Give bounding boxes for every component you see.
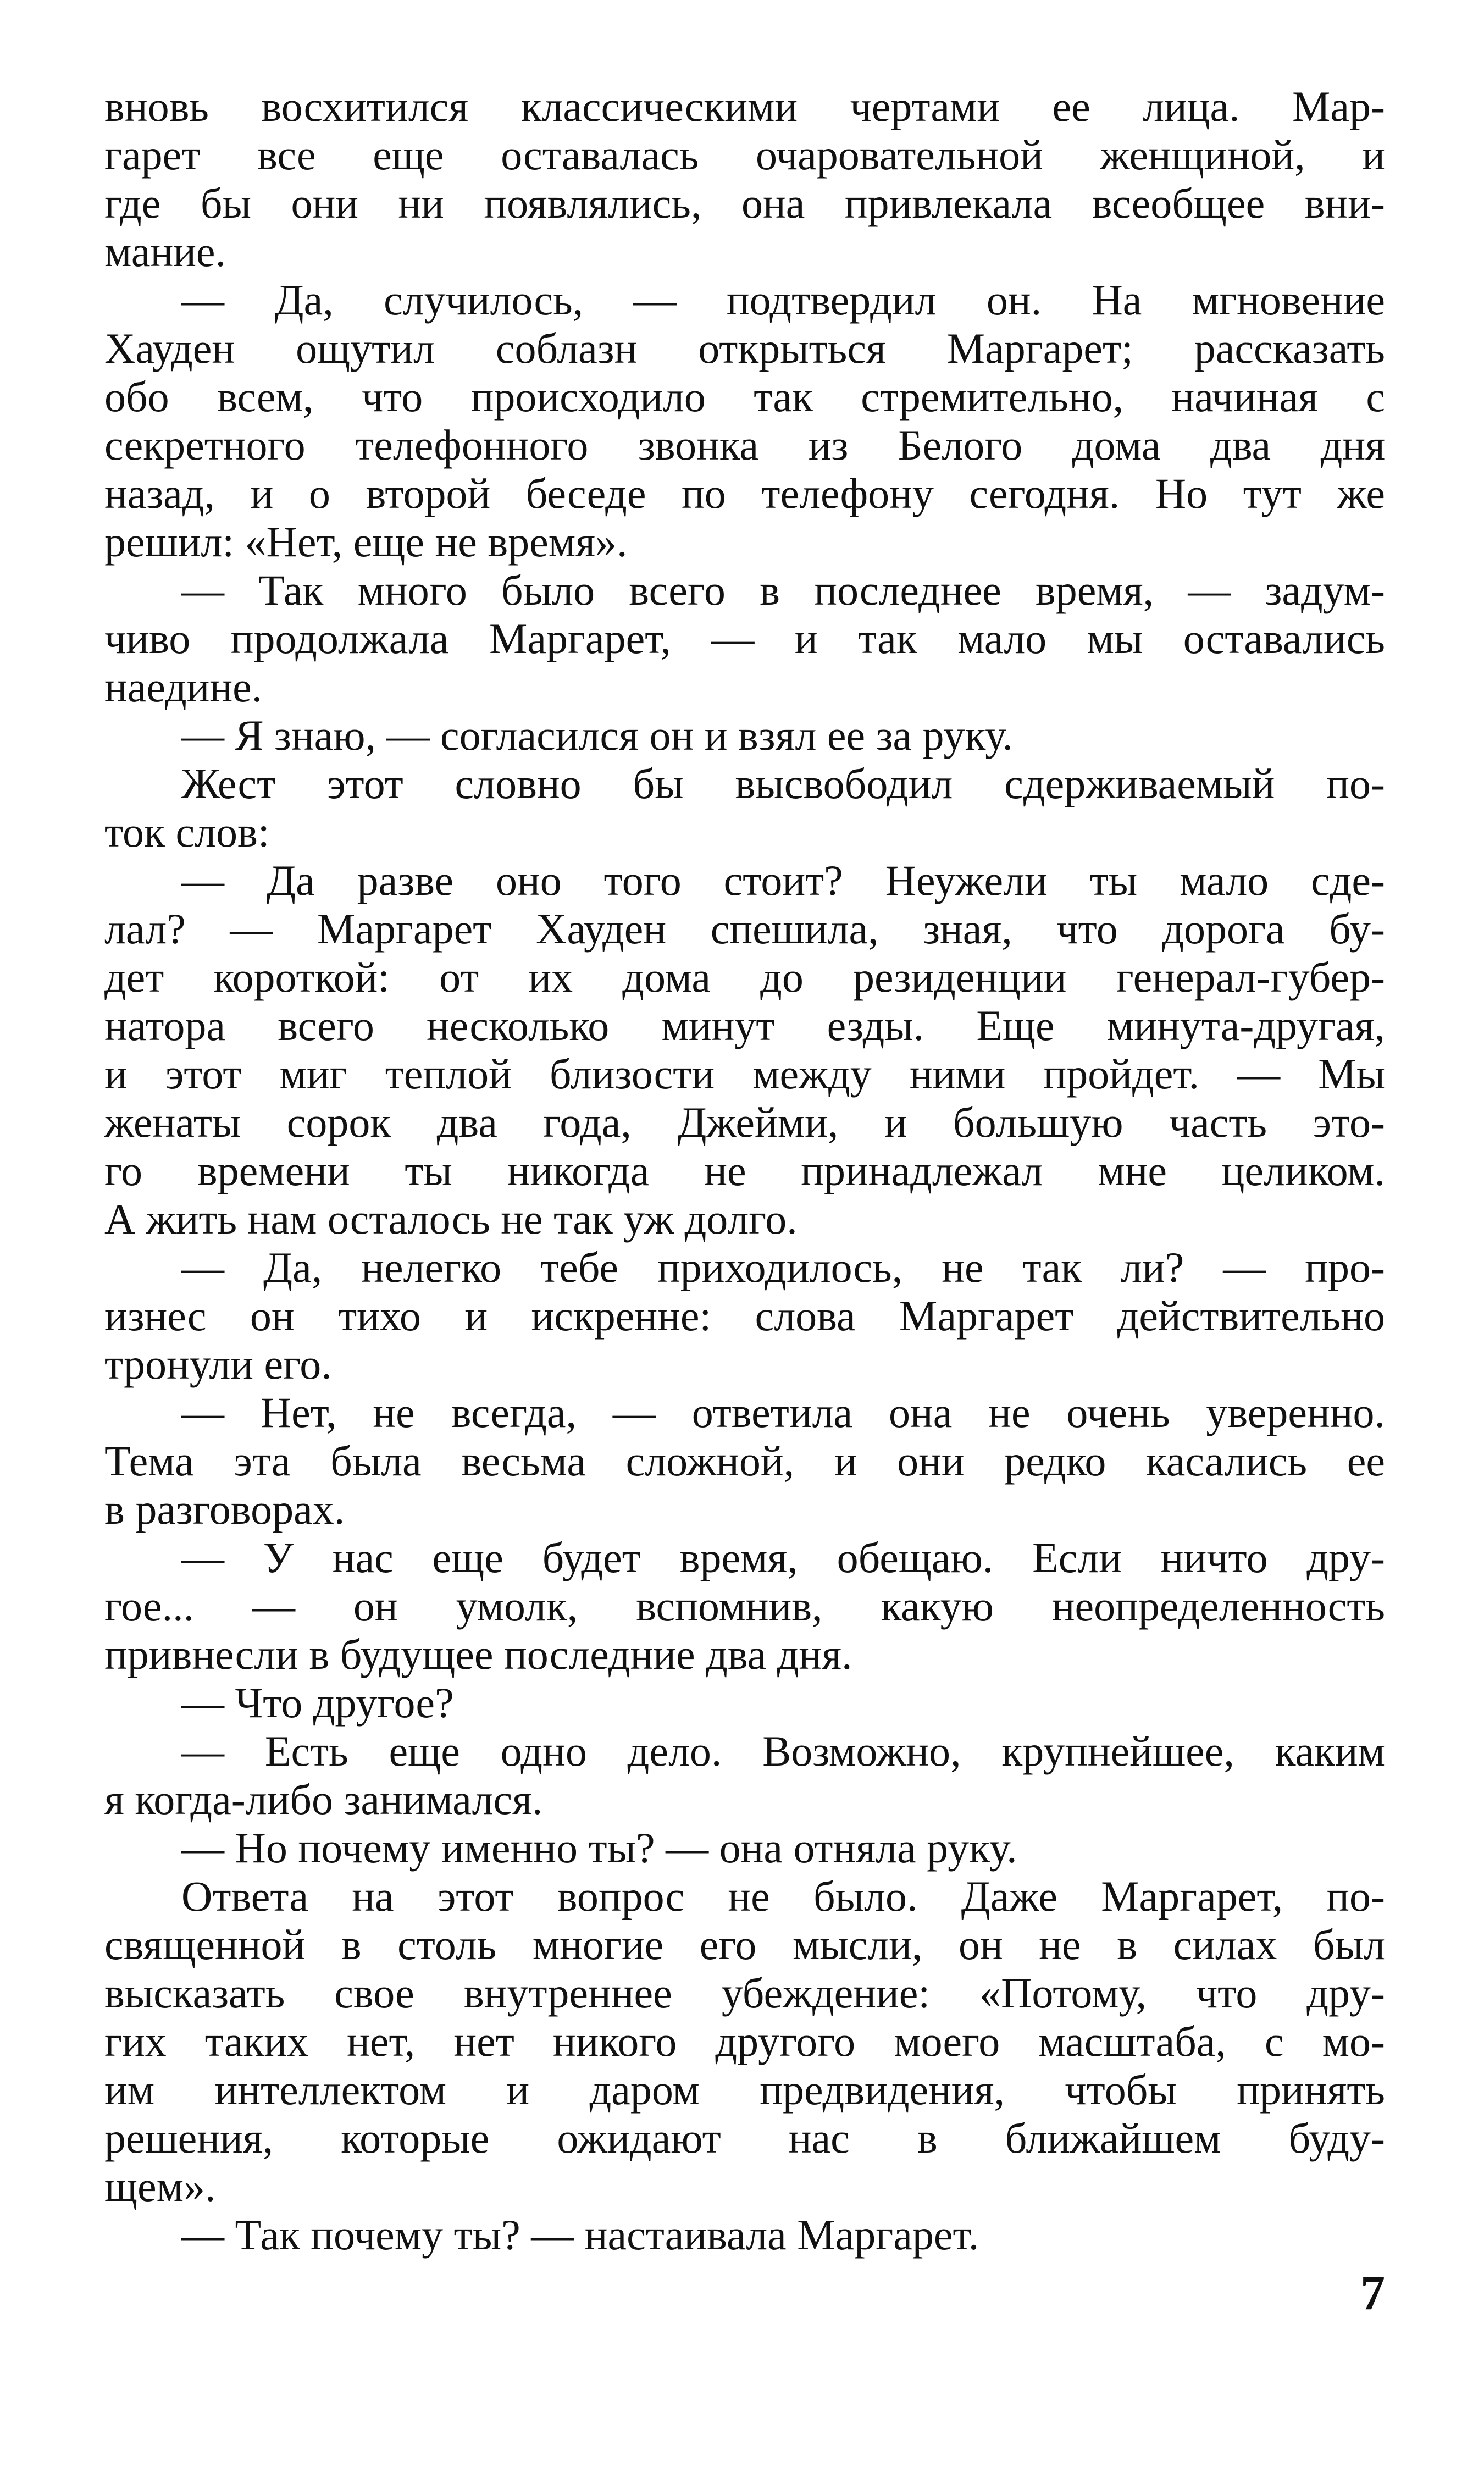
text-line: женаты сорок два года, Джейми, и большую часть это- [104,1098,1385,1146]
text-line: тронули его. [104,1340,332,1388]
text-line: А жить нам осталось не так уж долго. [104,1195,798,1243]
text-line: наедине. [104,663,263,711]
text-line: ток слов: [104,808,270,856]
text-line: чиво продолжала Маргарет, — и так мало мы оставались [104,615,1385,662]
text-line: — Так много было всего в последнее время, — задум- [181,566,1385,614]
text-line: секретного телефонного звонка из Белого дома два дня [104,421,1385,469]
text-line: — Нет, не всегда, — ответила она не очень уверенно. [181,1389,1385,1436]
text-line: привнесли в будущее последние два дня. [104,1630,852,1678]
text-line: назад, и о второй беседе по телефону сегодня. Но тут же [104,469,1385,517]
text-line: Ответа на этот вопрос не было. Даже Маргарет, по- [181,1872,1385,1920]
text-line: дет короткой: от их дома до резиденции генерал-губер- [104,953,1385,1001]
text-line: вновь восхитился классическими чертами ее лица. Мар- [104,82,1385,130]
text-line: Хауден ощутил соблазн открыться Маргарет; рассказать [104,324,1385,372]
text-line: гих таких нет, нет никого другого моего масштаба, с мо- [104,2017,1385,2065]
text-line: — У нас еще будет время, обещаю. Если ничто дру- [181,1534,1385,1581]
text-line: лал? — Маргарет Хауден спешила, зная, что дорога бу- [104,905,1385,953]
text-line: го времени ты никогда не принадлежал мне целиком. [104,1147,1385,1194]
text-line: где бы они ни появлялись, она привлекала всеобщее вни- [104,179,1385,227]
text-line: высказать свое внутреннее убеждение: «Потому, что дру- [104,1969,1385,2017]
text-line: обо всем, что происходило так стремительно, начиная с [104,373,1385,421]
text-line: — Да, нелегко тебе приходилось, не так ли? — про- [181,1243,1385,1291]
text-line: — Да, случилось, — подтвердил он. На мгновение [181,276,1385,324]
text-line: решения, которые ожидают нас в ближайшем буду- [104,2114,1385,2162]
text-line: я когда-либо занимался. [104,1775,543,1823]
text-line: — Я знаю, — согласился он и взял ее за руку. [181,711,1014,759]
text-line: Тема эта была весьма сложной, и они редко касались ее [104,1437,1385,1485]
text-line: мание. [104,228,226,275]
text-line: гое... — он умолк, вспомнив, какую неопределенность [104,1582,1385,1630]
text-line: Жест этот словно бы высвободил сдерживаемый по- [181,760,1385,807]
text-line: щем». [104,2162,216,2210]
text-line: натора всего несколько минут езды. Еще минута-другая, [104,1002,1385,1049]
text-line: — Так почему ты? — настаивала Маргарет. [181,2211,979,2259]
text-line: — Но почему именно ты? — она отняла руку. [181,1824,1017,1872]
text-line: и этот миг теплой близости между ними пройдет. — Мы [104,1050,1385,1098]
text-line: гарет все еще оставалась очаровательной женщиной, и [104,131,1385,179]
text-line: священной в столь многие его мысли, он не в силах был [104,1921,1385,1968]
text-line: — Что другое? [181,1679,454,1727]
text-line: — Есть еще одно дело. Возможно, крупнейшее, каким [181,1727,1385,1775]
text-line: — Да разве оно того стоит? Неужели ты мало сде- [181,856,1385,904]
text-line: им интеллектом и даром предвидения, чтобы принять [104,2066,1385,2114]
text-line: в разговорах. [104,1485,345,1533]
page-text [104,82,1385,2259]
text-line: решил: «Нет, еще не время». [104,518,628,566]
page-number: 7 [1360,2266,1385,2320]
text-line: изнес он тихо и искренне: слова Маргарет действительно [104,1292,1385,1340]
